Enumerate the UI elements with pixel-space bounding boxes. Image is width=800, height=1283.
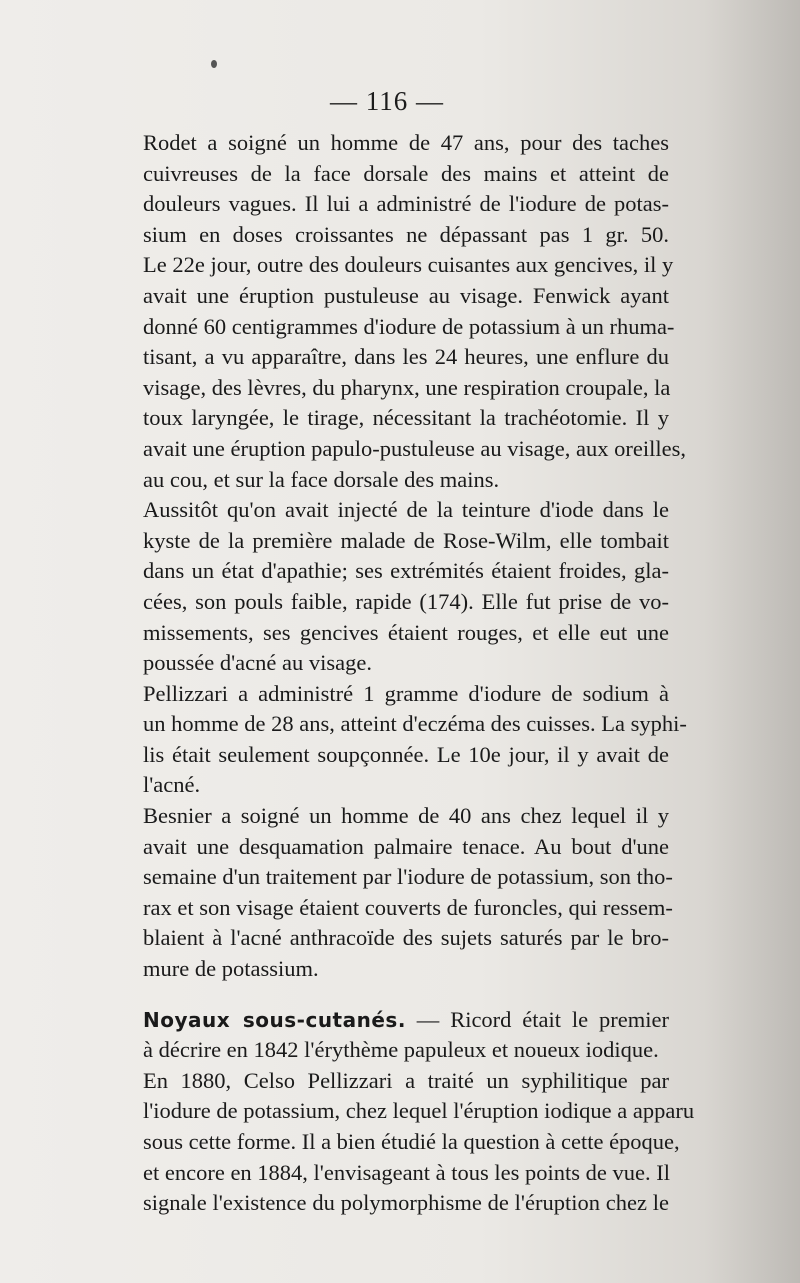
text-line: Pellizzari a administré 1 gramme d'iodure de sodium à [143, 680, 669, 706]
text-line: Le 22e jour, outre des douleurs cuisantes aux gencives, il y [143, 252, 674, 278]
text-line: missements, ses gencives étaient rouges, et elle eut une [143, 619, 669, 645]
text-line: visage, des lèvres, du pharynx, une respiration croupale, la [143, 374, 671, 400]
text-line: poussée d'acné au visage. [143, 650, 372, 676]
text-line: cuivreuses de la face dorsale des mains et atteint de [143, 160, 669, 186]
text-line: sium en doses croissantes ne dépassant pas 1 gr. 50. [143, 221, 669, 247]
text-line: douleurs vagues. Il lui a administré de l'iodure de potas- [143, 191, 669, 217]
section-gap [116, 985, 669, 1005]
section-heading: Noyaux sous-cutanés. [143, 1007, 406, 1032]
text-line: Rodet a soigné un homme de 47 ans, pour des taches [143, 130, 669, 155]
text-line: l'iodure de potassium, chez lequel l'éruption iodique a apparu [143, 1098, 695, 1124]
text-line: à décrire en 1842 l'érythème papuleux et noueux iodique. [143, 1037, 659, 1063]
text-line: dans un état d'apathie; ses extrémités étaient froides, gla- [143, 558, 669, 584]
text-line: tisant, a vu apparaître, dans les 24 heures, une enflure du [143, 344, 669, 370]
paragraph-rose-wilm [116, 495, 669, 679]
text-line: lis était seulement soupçonnée. Le 10e jour, il y avait de [143, 741, 669, 767]
text-line: un homme de 28 ans, atteint d'eczéma des cuisses. La syphi- [143, 711, 687, 737]
text-line: toux laryngée, le tirage, nécessitant la trachéotomie. Il y [143, 405, 669, 431]
text-line: mure de potassium. [143, 956, 319, 982]
text-line: rax et son visage étaient couverts de furoncles, qui ressem- [143, 894, 673, 920]
body-text [116, 128, 695, 1219]
paragraph-rodet [116, 128, 686, 495]
text-line: avait une éruption papulo-pustuleuse au visage, aux oreilles, [143, 435, 686, 461]
text-line: et encore en 1884, l'envisageant à tous les points de vue. Il [143, 1159, 671, 1185]
text-line: au cou, et sur la face dorsale des mains. [143, 466, 500, 492]
section-heading-line [116, 1005, 669, 1036]
text-line: kyste de la première malade de Rose-Wilm, elle tombait [143, 527, 669, 553]
paragraph-besnier [116, 801, 673, 985]
ink-speck [211, 60, 217, 68]
text-line: avait une éruption pustuleuse au visage. Fenwick ayant [143, 282, 669, 308]
text-line: En 1880, Celso Pellizzari a traité un syphilitique par [143, 1067, 669, 1093]
page-number: — 116 — [330, 86, 444, 116]
text-line: blaient à l'acné anthracoïde des sujets saturés par le bro- [143, 925, 669, 951]
section-noyaux [116, 1005, 695, 1219]
text-line: donné 60 centigrammes d'iodure de potassium à un rhuma- [143, 313, 675, 339]
section-heading-rest: — Ricord était le premier [405, 1006, 669, 1032]
text-line: sous cette forme. Il a bien étudié la question à cette époque, [143, 1129, 680, 1154]
text-line: signale l'existence du polymorphisme de l'éruption chez le [143, 1190, 669, 1216]
text-line: cées, son pouls faible, rapide (174). Elle fut prise de vo- [143, 588, 669, 614]
paragraph-pellizzari [116, 679, 687, 801]
text-line: Besnier a soigné un homme de 40 ans chez lequel il y [143, 803, 669, 829]
text-line: semaine d'un traitement par l'iodure de potassium, son tho- [143, 864, 673, 890]
text-line: Aussitôt qu'on avait injecté de la teinture d'iode dans le [143, 497, 669, 523]
text-line: l'acné. [143, 772, 201, 798]
text-line: avait une desquamation palmaire tenace. Au bout d'une [143, 833, 669, 859]
